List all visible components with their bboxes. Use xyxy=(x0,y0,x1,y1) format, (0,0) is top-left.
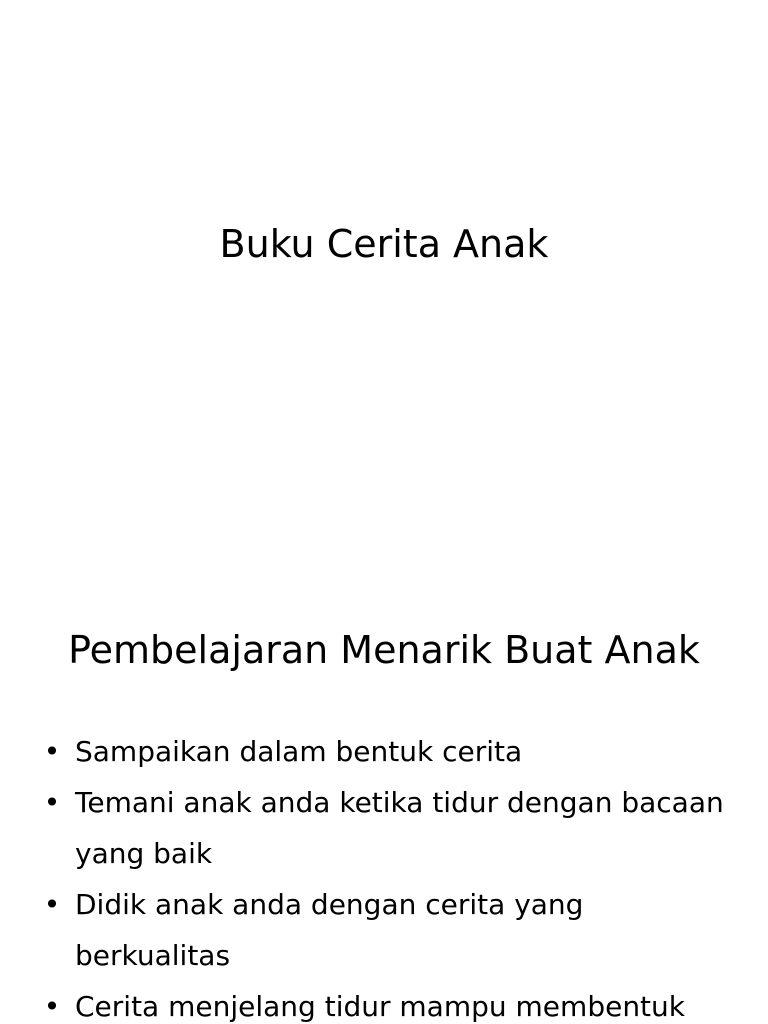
bullet-text: Temani anak anda ketika tidur dengan bacaan yang baik xyxy=(75,786,724,870)
bullet-icon: • xyxy=(43,735,61,768)
bullet-text: Sampaikan dalam bentuk cerita xyxy=(75,735,523,768)
bullet-item xyxy=(42,726,732,777)
bullet-item xyxy=(42,981,732,1024)
slide-title: Buku Cerita Anak xyxy=(219,222,549,266)
bullet-text: Cerita menjelang tidur mampu membentuk xyxy=(75,990,685,1023)
bullet-text: Didik anak anda dengan cerita yang berkualitas xyxy=(75,888,584,972)
slide-content-page xyxy=(0,576,768,1024)
bullet-list xyxy=(42,726,732,1024)
bullet-icon: • xyxy=(43,888,61,921)
bullet-icon: • xyxy=(43,786,61,819)
bullet-icon: • xyxy=(43,990,61,1023)
bullet-item xyxy=(42,879,732,981)
slide-heading: Pembelajaran Menarik Buat Anak xyxy=(68,628,700,672)
bullet-item xyxy=(42,777,732,879)
